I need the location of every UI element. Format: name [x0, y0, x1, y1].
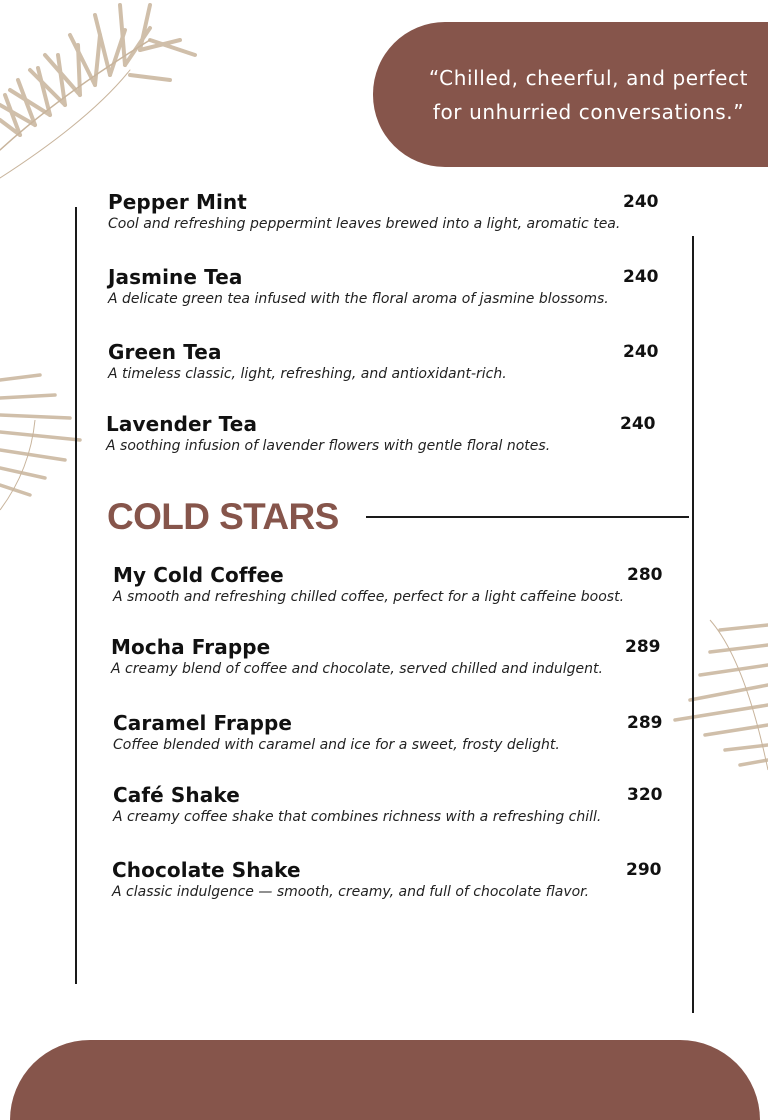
item-price: 240	[623, 267, 659, 287]
item-description: Cool and refreshing peppermint leaves brewed into a light, aromatic tea.	[108, 216, 621, 232]
item-description: A creamy blend of coffee and chocolate, served chilled and indulgent.	[111, 661, 603, 677]
palm-leaf-right-icon	[665, 600, 768, 775]
item-price: 280	[627, 565, 663, 585]
item-name: Pepper Mint	[108, 190, 247, 214]
item-name: My Cold Coffee	[113, 563, 284, 587]
item-price: 240	[623, 192, 659, 212]
right-vertical-rule	[692, 236, 694, 1013]
item-name: Café Shake	[113, 783, 240, 807]
section-title: COLD STARS	[107, 496, 339, 537]
quote-text: “Chilled, cheerful, and perfect for unhurried conversations.”	[428, 65, 749, 124]
palm-leaf-top-left-icon	[0, 0, 200, 185]
item-price: 289	[625, 637, 661, 657]
quote-banner	[373, 22, 768, 167]
item-price: 240	[623, 342, 659, 362]
item-description: A classic indulgence — smooth, creamy, and full of chocolate flavor.	[112, 884, 590, 900]
item-name: Green Tea	[108, 340, 222, 364]
item-price: 240	[620, 414, 656, 434]
item-name: Caramel Frappe	[113, 711, 293, 735]
item-description: A delicate green tea infused with the floral aroma of jasmine blossoms.	[108, 291, 609, 307]
item-description: A timeless classic, light, refreshing, and antioxidant-rich.	[108, 366, 507, 382]
item-description: A soothing infusion of lavender flowers with gentle floral notes.	[106, 438, 551, 454]
item-description: A creamy coffee shake that combines richness with a refreshing chill.	[113, 809, 602, 825]
item-price: 290	[626, 860, 662, 880]
item-name: Jasmine Tea	[108, 265, 243, 289]
section-divider	[366, 516, 689, 518]
footer-banner	[10, 1040, 760, 1120]
item-price: 320	[627, 785, 663, 805]
item-price: 289	[627, 713, 663, 733]
item-description: Coffee blended with caramel and ice for a sweet, frosty delight.	[113, 737, 560, 753]
item-name: Lavender Tea	[106, 412, 258, 436]
left-vertical-rule	[75, 207, 77, 984]
item-name: Mocha Frappe	[111, 635, 271, 659]
item-name: Chocolate Shake	[112, 858, 301, 882]
item-description: A smooth and refreshing chilled coffee, perfect for a light caffeine boost.	[113, 589, 625, 605]
